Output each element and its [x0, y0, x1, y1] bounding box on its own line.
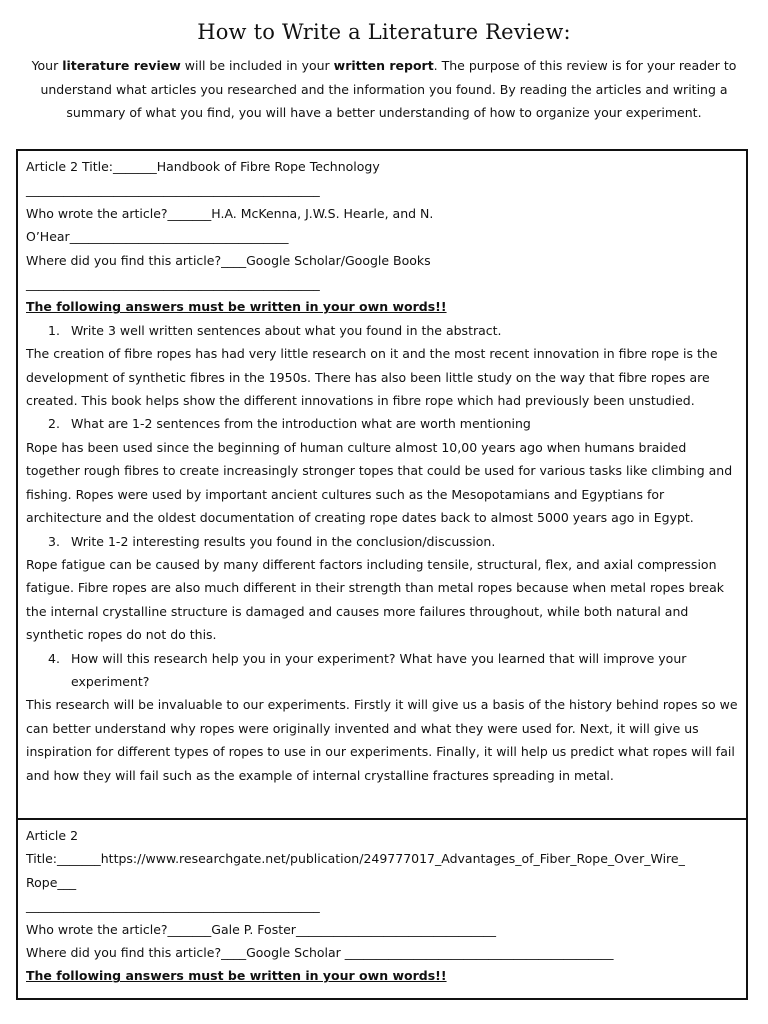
article-heading: Article 2 [26, 828, 79, 843]
author-line-continued: O’Hear___________________________________ [26, 229, 289, 245]
question-text: Write 3 well written sentences about what you found in the abstract. [71, 322, 502, 338]
article-title-line-continued: Rope___ [26, 874, 77, 890]
article-1-box [16, 149, 748, 820]
question-number: 2. [48, 416, 60, 432]
article-2-box [16, 818, 748, 1000]
answer-2: Rope has been used since the beginning of human culture almost 10,00 years ago when humans braided together rough fibres to create increasingly stronger topes that could be used for various tasks like climbing and fishing. Ropes were used by important ancient cultures such as the Mesopotamians and Egyptians for architecture and the oldest documentation of creating rope dates back to almost 5000 years ago in Egypt. [26, 439, 733, 526]
question-text: Write 1-2 interesting results you found in the conclusion/discussion. [71, 533, 496, 549]
intro-text: Your [31, 58, 63, 73]
author-line: Who wrote the article?_______H.A. McKenna, J.W.S. Hearle, and N. [26, 205, 434, 221]
instruction-text: The following answers must be written in your own words!! [26, 299, 447, 315]
question-1 [26, 319, 738, 342]
question-number: 1. [48, 322, 60, 338]
article-title-underline: _______________________________________________ [26, 898, 320, 914]
intro-text: . The purpose of this review is for your reader to understand what articles you researched and the information you found. By reading the articles and writing a summary of what you find, you will have a better understanding of how to organize your experiment. [40, 58, 737, 120]
answer-4: This research will be invaluable to our experiments. Firstly it will give us a basis of the history behind ropes so we can better understand why ropes were originally invented and what they were used for. Next, it will give us inspiration for different types of ropes to use in our experiments. Finally, it will help us predict what ropes will fail and how they will fail such as the example of internal crystalline fractures spreading in metal. [26, 697, 738, 783]
source-line: Where did you find this article?____Google Scholar/Google Books [26, 252, 431, 268]
page-title: How to Write a Literature Review: [197, 20, 571, 44]
instruction-text: The following answers must be written in your own words!! [26, 968, 447, 984]
answer-1: The creation of fibre ropes has had very little research on it and the most recent innovation in fibre rope is the development of synthetic fibres in the 1950s. There has also been little study on the way that fibre ropes are created. This book helps show the different innovations in fibre rope which had previously been unstudied. [26, 346, 718, 409]
question-4 [26, 647, 738, 694]
intro-text: will be included in your [180, 58, 334, 73]
author-line: Who wrote the article?_______Gale P. Foster________________________________ [26, 921, 496, 937]
intro-paragraph [14, 54, 754, 125]
source-line: Where did you find this article?____Google Scholar ___________________________________________ [26, 945, 614, 961]
question-number: 3. [48, 533, 60, 549]
answer-3: Rope fatigue can be caused by many different factors including tensile, structural, flex, and axial compression fatigue. Fibre ropes are also much different in their strength than metal ropes because when metal ropes break the internal crystalline structure is damaged and causes more failures throughout, while both natural and synthetic ropes do not do this. [26, 556, 724, 643]
question-3 [26, 530, 738, 553]
question-text: How will this research help you in your experiment? What have you learned that will improve your experiment? [71, 650, 687, 689]
question-text: What are 1-2 sentences from the introduction what are worth mentioning [71, 416, 531, 432]
article-title-line: Article 2 Title:_______Handbook of Fibre Rope Technology [26, 159, 380, 174]
source-underline: _______________________________________________ [26, 276, 320, 292]
article-title-underline: _______________________________________________ [26, 182, 320, 198]
article-title-line: Title:_______https://www.researchgate.net/publication/249777017_Advantages_of_Fiber_Rope_Over_Wire_ [26, 851, 685, 867]
question-number: 4. [48, 650, 60, 666]
intro-bold-literature-review: literature review [62, 58, 181, 73]
intro-bold-written-report: written report [333, 58, 434, 73]
question-2 [26, 412, 738, 435]
